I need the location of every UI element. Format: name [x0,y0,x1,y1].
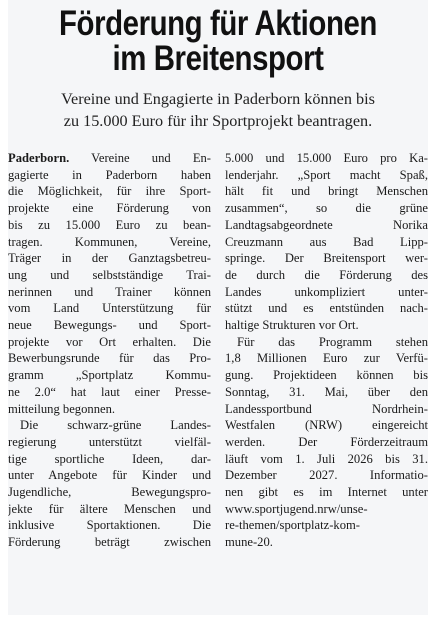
article-line: gung. Projektideen können bis [225,368,428,383]
article-line: läuft vom 1. Juli 2026 bis 31. [225,451,428,466]
subheadline-line-1: Vereine und Engagierte in Paderborn können bis [61,90,375,108]
article-line: die Möglichkeit, für ihre Sport- [8,184,211,199]
article-line: Jugendliche, Bewegungspro- [8,485,211,500]
article-line: lenderjahr. „Sport macht Spaß, [225,167,428,182]
article-column-right [225,150,428,551]
article-link: www.sportjugend.nrw/unse- [225,501,368,516]
article-line: Träger in der Ganztagsbetreu- [8,251,211,266]
dateline: Paderborn. [8,151,70,165]
article-line: Die schwarz-grüne Landes- [20,418,211,433]
article-line: tige sportliche Ideen, dar- [8,451,211,466]
article-line: zusammen“, so die grüne [225,201,428,216]
article-line: projekte eine Förderung von [8,201,211,216]
article-line: werden. Der Förderzeitraum [225,434,428,449]
article-line: gagierte in Paderborn haben [8,167,211,182]
article-body [8,150,428,551]
newspaper-clipping [8,0,428,615]
article-line: Förderung beträgt zwischen [8,535,211,550]
article-line: vom Land Unterstützung für [8,301,211,316]
article-line: Landessportbund Nordrhein- [225,401,428,416]
article-line: unter Angebote für Kinder und [8,468,211,483]
article-line: projekte vor Ort erhalten. Die [8,334,211,349]
article-line: nerinnen und Trainer können [8,284,211,299]
headline-line-1: Förderung für Aktionen [59,4,377,43]
article-line: 5.000 und 15.000 Euro pro Ka- [225,151,428,165]
article-line: Für das Programm stehen [237,334,428,349]
article-line: Landtagsabgeordnete Norika [225,217,428,232]
article-line: Westfalen (NRW) eingereicht [225,418,428,433]
article-line: Bewerbungsrunde für das Pro- [8,351,211,366]
article-line: nen gibt es im Internet unter [225,485,428,500]
subheadline-line-2: zu 15.000 Euro für ihr Sportprojekt beantragen. [63,112,373,130]
article-line: inklusive Sportaktionen. Die [8,518,211,533]
article-line: Sonntag, 31. Mai, über den [225,384,428,399]
article-line: neue Bewegungs- und Sport- [8,318,211,333]
subheadline [8,88,428,132]
article-line: ne 2.0“ hat laut einer Presse- [8,384,211,399]
headline [42,0,395,76]
article-line: jekte für ältere Menschen und [8,501,211,516]
article-line: regierung unterstützt vielfäl- [8,434,211,449]
article-line: bis zu 15.000 Euro zu bean- [8,217,211,232]
article-line: springe. Der Breitensport wer- [225,251,428,266]
article-line: 1,8 Millionen Euro zur Verfü- [225,351,428,366]
article-column-left [8,150,211,551]
headline-line-2: im Breitensport [112,39,324,78]
article-line: hält fit und bringt Menschen [225,184,428,199]
article-line: ung und selbstständige Trai- [8,267,211,282]
article-line: stützt und es entstünden nach- [225,301,428,316]
article-line: Landes unkompliziert unter- [225,284,428,299]
article-line: gramm „Sportplatz Kommu- [8,368,211,383]
article-line: mitteilung begonnen. [8,401,116,416]
article-link: re-themen/sportplatz-kom- [225,518,360,533]
article-line: haltige Strukturen vor Ort. [225,318,359,333]
article-line: tragen. Kommunen, Vereine, [8,234,211,249]
article-link: mune-20. [225,535,273,550]
article-line: Paderborn. Vereine und En- [8,151,211,165]
article-line: Dezember 2027. Informatio- [225,468,428,483]
article-line: Creuzmann aus Bad Lipp- [225,234,428,249]
article-line: de durch die Förderung des [225,267,428,282]
